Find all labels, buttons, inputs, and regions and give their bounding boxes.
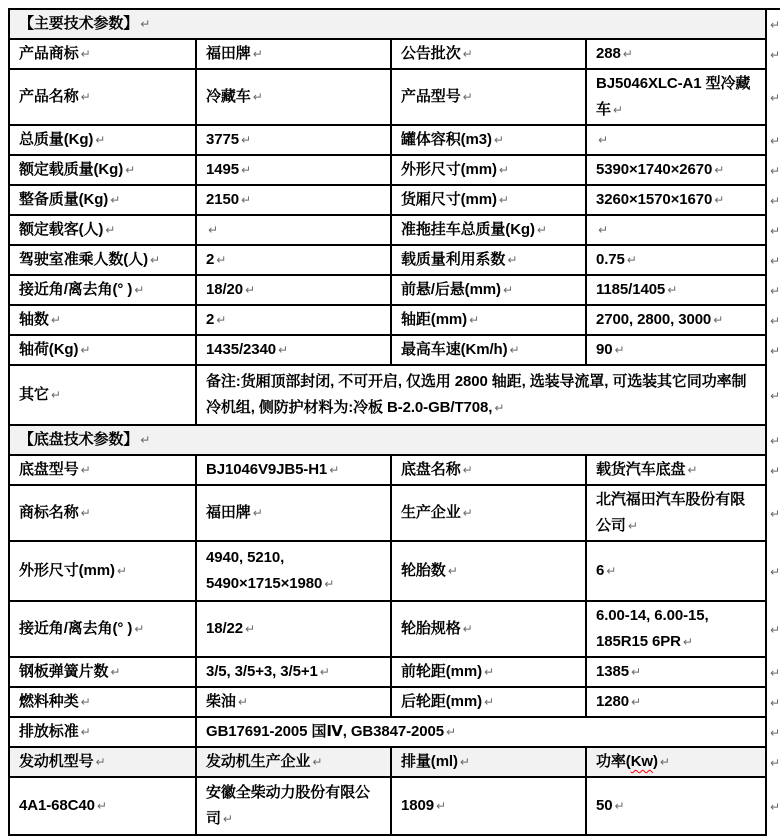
param-value-cell <box>587 70 767 126</box>
paragraph-mark-icon: ↵ <box>509 343 520 357</box>
paragraph-mark-icon: ↵ <box>462 506 473 520</box>
cell-text: 商标名称 ↵ <box>19 504 91 521</box>
paragraph-mark-icon: ↵ <box>252 47 263 61</box>
param-label-cell <box>10 778 197 836</box>
param-label-cell <box>10 718 197 748</box>
cell-text: 产品型号 ↵ <box>401 88 473 105</box>
param-value-cell <box>197 276 392 306</box>
param-label-cell <box>10 306 197 336</box>
paragraph-mark-icon: ↵ <box>237 695 248 709</box>
paragraph-mark-icon: ↵ <box>278 343 288 357</box>
paragraph-mark-icon: ↵ <box>216 253 227 267</box>
paragraph-mark-icon: ↵ <box>626 253 637 267</box>
param-label-cell <box>10 156 197 186</box>
cell-text: 轴荷(Kg) ↵ <box>19 341 91 358</box>
paragraph-mark-icon: ↵ <box>110 193 121 207</box>
paragraph-mark-icon: ↵ <box>50 388 61 402</box>
paragraph-mark-icon: ↵ <box>134 622 145 636</box>
param-label-cell <box>392 216 587 246</box>
paragraph-mark-icon: ↵ <box>714 163 725 177</box>
end-of-row-mark-icon: ↵ <box>767 778 780 836</box>
end-of-row-mark-icon: ↵ <box>767 366 780 426</box>
paragraph-mark-icon: ↵ <box>598 133 608 147</box>
param-label-cell <box>392 602 587 658</box>
end-of-row-mark-icon: ↵ <box>767 602 780 658</box>
cell-text: 货厢尺寸(mm) ↵ <box>401 191 509 208</box>
paragraph-mark-icon: ↵ <box>95 133 106 147</box>
param-label-cell <box>392 688 587 718</box>
section-title-cell <box>10 426 767 456</box>
param-label-cell <box>392 778 587 836</box>
cell-text: 北汽福田汽车股份有限公司 ↵ <box>596 491 746 534</box>
param-label-cell <box>392 306 587 336</box>
param-label-cell <box>10 688 197 718</box>
cell-text: 发动机生产企业 ↵ <box>206 753 323 770</box>
cell-text: 福田牌 ↵ <box>206 504 263 521</box>
param-label-cell <box>10 216 197 246</box>
param-value-cell <box>197 658 392 688</box>
param-value-cell <box>197 156 392 186</box>
param-label-cell <box>392 276 587 306</box>
cell-text: 前悬/后悬(mm) ↵ <box>401 281 513 298</box>
paragraph-mark-icon: ↵ <box>462 90 473 104</box>
paragraph-mark-icon: ↵ <box>714 193 725 207</box>
paragraph-mark-icon: ↵ <box>630 665 641 679</box>
cell-text: 4A1-68C40 ↵ <box>19 797 107 814</box>
paragraph-mark-icon: ↵ <box>80 695 91 709</box>
column-header-cell <box>392 748 587 778</box>
cell-text: 1280 ↵ <box>596 693 641 710</box>
end-of-row-mark-icon: ↵ <box>767 126 780 156</box>
param-value-cell <box>587 216 767 246</box>
cell-text: 外形尺寸(mm) ↵ <box>19 562 127 579</box>
param-value-cell <box>587 156 767 186</box>
param-value-cell <box>587 658 767 688</box>
param-label-cell <box>10 366 197 426</box>
cell-text: 288 ↵ <box>596 45 633 62</box>
cell-text: 驾驶室准乘人数(人) ↵ <box>19 251 160 268</box>
param-label-cell <box>392 456 587 486</box>
paragraph-mark-icon: ↵ <box>630 695 641 709</box>
cell-text: 50 ↵ <box>596 797 625 814</box>
param-label-cell <box>10 456 197 486</box>
paragraph-mark-icon: ↵ <box>150 253 160 267</box>
paragraph-mark-icon: ↵ <box>245 283 256 297</box>
paragraph-mark-icon: ↵ <box>483 695 494 709</box>
cell-text: 载质量利用系数 ↵ <box>401 251 518 268</box>
param-value-cell <box>587 778 767 836</box>
cell-text: 1435/2340 ↵ <box>206 341 288 358</box>
paragraph-mark-icon: ↵ <box>446 725 456 739</box>
end-of-row-mark-icon: ↵ <box>767 336 780 366</box>
cell-text: 安徽全柴动力股份有限公司 ↵ <box>206 784 370 827</box>
cell-text: 18/20 ↵ <box>206 281 256 298</box>
paragraph-mark-icon: ↵ <box>469 313 480 327</box>
cell-text: 轴数 ↵ <box>19 311 61 328</box>
cell-text: 1495 ↵ <box>206 161 251 178</box>
param-label-cell <box>392 186 587 216</box>
end-of-row-mark-icon: ↵ <box>767 186 780 216</box>
cell-text: 罐体容积(m3) ↵ <box>401 131 504 148</box>
cell-text: 额定载客(人) ↵ <box>19 221 116 238</box>
cell-text: 6.00-14, 6.00-15, 185R15 6PR ↵ <box>596 607 709 650</box>
param-value-cell <box>197 602 392 658</box>
param-label-cell <box>392 542 587 602</box>
paragraph-mark-icon: ↵ <box>324 577 335 591</box>
paragraph-mark-icon: ↵ <box>80 725 91 739</box>
param-value-cell <box>587 306 767 336</box>
cell-text: BJ5046XLC-A1 型冷藏车 ↵ <box>596 75 751 118</box>
end-of-row-mark-icon: ↵ <box>767 426 780 456</box>
end-of-row-mark-icon: ↵ <box>767 658 780 688</box>
cell-text <box>596 127 608 153</box>
column-header-cell <box>197 748 392 778</box>
cell-text: 轴距(mm) ↵ <box>401 311 480 328</box>
cell-text: GB17691-2005 国Ⅳ, GB3847-2005 ↵ <box>206 723 456 740</box>
param-label-cell <box>10 40 197 70</box>
paragraph-mark-icon: ↵ <box>240 163 251 177</box>
paragraph-mark-icon: ↵ <box>494 401 505 415</box>
param-label-cell <box>10 542 197 602</box>
end-of-row-mark-icon: ↵ <box>767 456 780 486</box>
paragraph-mark-icon: ↵ <box>140 433 151 447</box>
paragraph-mark-icon: ↵ <box>614 343 625 357</box>
param-value-cell <box>587 602 767 658</box>
cell-text: 4940, 5210, 5490×1715×1980 ↵ <box>206 549 335 592</box>
param-label-cell <box>392 126 587 156</box>
cell-text: 前轮距(mm) ↵ <box>401 663 494 680</box>
cell-text: 排量(ml) ↵ <box>401 753 470 770</box>
end-of-row-mark-icon: ↵ <box>767 542 780 602</box>
paragraph-mark-icon: ↵ <box>687 463 698 477</box>
paragraph-mark-icon: ↵ <box>498 193 509 207</box>
paragraph-mark-icon: ↵ <box>713 313 724 327</box>
paragraph-mark-icon: ↵ <box>208 223 218 237</box>
paragraph-mark-icon: ↵ <box>502 283 513 297</box>
paragraph-mark-icon: ↵ <box>50 313 61 327</box>
cell-text: 其它 ↵ <box>19 386 61 403</box>
cell-text: 2150 ↵ <box>206 191 251 208</box>
cell-text: 产品名称 ↵ <box>19 88 91 105</box>
misspelled-text: Kw <box>630 753 654 770</box>
paragraph-mark-icon: ↵ <box>507 253 518 267</box>
param-value-cell <box>587 486 767 542</box>
cell-text: 外形尺寸(mm) ↵ <box>401 161 509 178</box>
paragraph-mark-icon: ↵ <box>498 163 509 177</box>
paragraph-mark-icon: ↵ <box>667 283 678 297</box>
paragraph-mark-icon: ↵ <box>447 564 458 578</box>
paragraph-mark-icon: ↵ <box>80 343 91 357</box>
cell-text: 0.75 ↵ <box>596 251 637 268</box>
param-value-cell <box>197 186 392 216</box>
param-label-cell <box>10 276 197 306</box>
cell-text: 1185/1405 ↵ <box>596 281 678 298</box>
param-value-cell <box>197 40 392 70</box>
cell-text: 【主要技术参数】 ↵ <box>19 15 151 32</box>
end-of-row-mark-icon: ↵ <box>767 718 780 748</box>
paragraph-mark-icon: ↵ <box>614 799 625 813</box>
cell-text: 整备质量(Kg) ↵ <box>19 191 121 208</box>
paragraph-mark-icon: ↵ <box>105 223 116 237</box>
param-label-cell <box>392 658 587 688</box>
paragraph-mark-icon: ↵ <box>116 564 127 578</box>
param-label-cell <box>392 336 587 366</box>
end-of-row-mark-icon: ↵ <box>767 306 780 336</box>
param-label-cell <box>10 602 197 658</box>
cell-text: 冷藏车 ↵ <box>206 88 263 105</box>
param-value-cell <box>197 456 392 486</box>
section-title-cell <box>10 10 767 40</box>
param-value-cell <box>197 486 392 542</box>
end-of-row-mark-icon: ↵ <box>767 40 780 70</box>
paragraph-mark-icon: ↵ <box>319 665 330 679</box>
paragraph-mark-icon: ↵ <box>598 223 608 237</box>
cell-text: 接近角/离去角(° ) ↵ <box>19 281 145 298</box>
end-of-row-mark-icon: ↵ <box>767 688 780 718</box>
cell-text: 发动机型号 ↵ <box>19 753 106 770</box>
param-value-cell <box>197 306 392 336</box>
paragraph-mark-icon: ↵ <box>312 755 323 769</box>
cell-text: 燃料种类 ↵ <box>19 693 91 710</box>
paragraph-mark-icon: ↵ <box>462 47 473 61</box>
param-value-cell <box>197 542 392 602</box>
paragraph-mark-icon: ↵ <box>240 133 251 147</box>
param-label-cell <box>10 70 197 126</box>
param-value-cell <box>587 126 767 156</box>
param-value-cell <box>197 688 392 718</box>
param-value-cell <box>197 246 392 276</box>
column-header-cell <box>587 748 767 778</box>
cell-text: 轮胎规格 ↵ <box>401 620 473 637</box>
param-label-cell <box>392 156 587 186</box>
cell-text: 钢板弹簧片数 ↵ <box>19 663 121 680</box>
paragraph-mark-icon: ↵ <box>682 635 693 649</box>
paragraph-mark-icon: ↵ <box>80 506 91 520</box>
paragraph-mark-icon: ↵ <box>245 622 256 636</box>
paragraph-mark-icon: ↵ <box>459 755 470 769</box>
cell-text <box>206 217 218 243</box>
param-label-cell <box>392 40 587 70</box>
cell-text: 产品商标 ↵ <box>19 45 91 62</box>
cell-text: 额定载质量(Kg) ↵ <box>19 161 136 178</box>
end-of-row-mark-icon: ↵ <box>767 748 780 778</box>
cell-text: 3/5, 3/5+3, 3/5+1 ↵ <box>206 663 330 680</box>
param-label-cell <box>10 186 197 216</box>
param-value-cell <box>197 126 392 156</box>
cell-text: 接近角/离去角(° ) ↵ <box>19 620 145 637</box>
paragraph-mark-icon: ↵ <box>222 812 233 826</box>
cell-text: 6 ↵ <box>596 562 617 579</box>
param-label-cell <box>10 246 197 276</box>
end-of-row-mark-icon: ↵ <box>767 246 780 276</box>
paragraph-mark-icon: ↵ <box>110 665 121 679</box>
paragraph-mark-icon: ↵ <box>622 47 633 61</box>
cell-text: 福田牌 ↵ <box>206 45 263 62</box>
cell-text: 18/22 ↵ <box>206 620 256 637</box>
cell-text: 1385 ↵ <box>596 663 641 680</box>
paragraph-mark-icon: ↵ <box>240 193 251 207</box>
paragraph-mark-icon: ↵ <box>627 519 638 533</box>
cell-text: 载货汽车底盘 ↵ <box>596 461 698 478</box>
param-value-cell <box>587 456 767 486</box>
cell-text: 备注:货厢顶部封闭, 不可开启, 仅选用 2800 轴距, 选装导流罩, 可选装其它同功率制冷机组, 侧防护材料为:冷板 B-2.0-GB/T708, ↵ <box>206 373 747 416</box>
cell-text: 【底盘技术参数】 ↵ <box>19 431 151 448</box>
cell-text: BJ1046V9JB5-H1 ↵ <box>206 461 340 478</box>
param-value-cell <box>197 718 767 748</box>
paragraph-mark-icon: ↵ <box>536 223 547 237</box>
param-label-cell <box>10 336 197 366</box>
paragraph-mark-icon: ↵ <box>659 755 670 769</box>
param-label-cell <box>10 486 197 542</box>
cell-text: 后轮距(mm) ↵ <box>401 693 494 710</box>
cell-text: 3260×1570×1670 ↵ <box>596 191 725 208</box>
paragraph-mark-icon: ↵ <box>140 17 151 31</box>
end-of-row-mark-icon: ↵ <box>767 156 780 186</box>
param-label-cell <box>10 126 197 156</box>
paragraph-mark-icon: ↵ <box>435 799 446 813</box>
param-label-cell <box>10 658 197 688</box>
param-value-cell <box>587 40 767 70</box>
cell-text: 功率(Kw) ↵ <box>596 753 670 770</box>
paragraph-mark-icon: ↵ <box>483 665 494 679</box>
paragraph-mark-icon: ↵ <box>80 47 91 61</box>
paragraph-mark-icon: ↵ <box>80 90 91 104</box>
paragraph-mark-icon: ↵ <box>612 103 623 117</box>
end-of-row-mark-icon: ↵ <box>767 486 780 542</box>
param-value-cell <box>197 216 392 246</box>
param-value-cell <box>197 70 392 126</box>
cell-text: 轮胎数 ↵ <box>401 562 458 579</box>
cell-text: 1809 ↵ <box>401 797 446 814</box>
cell-text: 3775 ↵ <box>206 131 251 148</box>
cell-text: 最高车速(Km/h) ↵ <box>401 341 520 358</box>
spec-table <box>8 8 780 836</box>
paragraph-mark-icon: ↵ <box>329 463 340 477</box>
end-of-row-mark-icon: ↵ <box>767 276 780 306</box>
param-value-cell <box>197 778 392 836</box>
column-header-cell <box>10 748 197 778</box>
cell-text: 排放标准 ↵ <box>19 723 91 740</box>
cell-text: 准拖挂车总质量(Kg) ↵ <box>401 221 547 238</box>
cell-text: 底盘型号 ↵ <box>19 461 91 478</box>
param-value-cell <box>587 336 767 366</box>
cell-text: 2700, 2800, 3000 ↵ <box>596 311 724 328</box>
paragraph-mark-icon: ↵ <box>462 463 473 477</box>
cell-text: 生产企业 ↵ <box>401 504 473 521</box>
param-value-cell <box>587 246 767 276</box>
paragraph-mark-icon: ↵ <box>493 133 504 147</box>
cell-text: 90 ↵ <box>596 341 625 358</box>
paragraph-mark-icon: ↵ <box>252 506 263 520</box>
param-value-cell <box>587 276 767 306</box>
paragraph-mark-icon: ↵ <box>80 463 91 477</box>
cell-text: 总质量(Kg) ↵ <box>19 131 106 148</box>
param-value-cell <box>197 366 767 426</box>
cell-text: 公告批次 ↵ <box>401 45 473 62</box>
paragraph-mark-icon: ↵ <box>606 564 617 578</box>
param-value-cell <box>587 542 767 602</box>
param-value-cell <box>587 688 767 718</box>
param-label-cell <box>392 486 587 542</box>
paragraph-mark-icon: ↵ <box>216 313 227 327</box>
paragraph-mark-icon: ↵ <box>134 283 145 297</box>
end-of-row-mark-icon: ↵ <box>767 216 780 246</box>
paragraph-mark-icon: ↵ <box>462 622 473 636</box>
cell-text: 柴油 ↵ <box>206 693 248 710</box>
end-of-row-mark-icon: ↵ <box>767 10 780 40</box>
param-value-cell <box>587 186 767 216</box>
param-label-cell <box>392 70 587 126</box>
paragraph-mark-icon: ↵ <box>125 163 136 177</box>
param-value-cell <box>197 336 392 366</box>
param-label-cell <box>392 246 587 276</box>
cell-text: 2 ↵ <box>206 311 227 328</box>
paragraph-mark-icon: ↵ <box>95 755 106 769</box>
paragraph-mark-icon: ↵ <box>252 90 263 104</box>
paragraph-mark-icon: ↵ <box>96 799 107 813</box>
cell-text: 5390×1740×2670 ↵ <box>596 161 725 178</box>
cell-text <box>596 217 608 243</box>
end-of-row-mark-icon: ↵ <box>767 70 780 126</box>
cell-text: 底盘名称 ↵ <box>401 461 473 478</box>
cell-text: 2 ↵ <box>206 251 227 268</box>
